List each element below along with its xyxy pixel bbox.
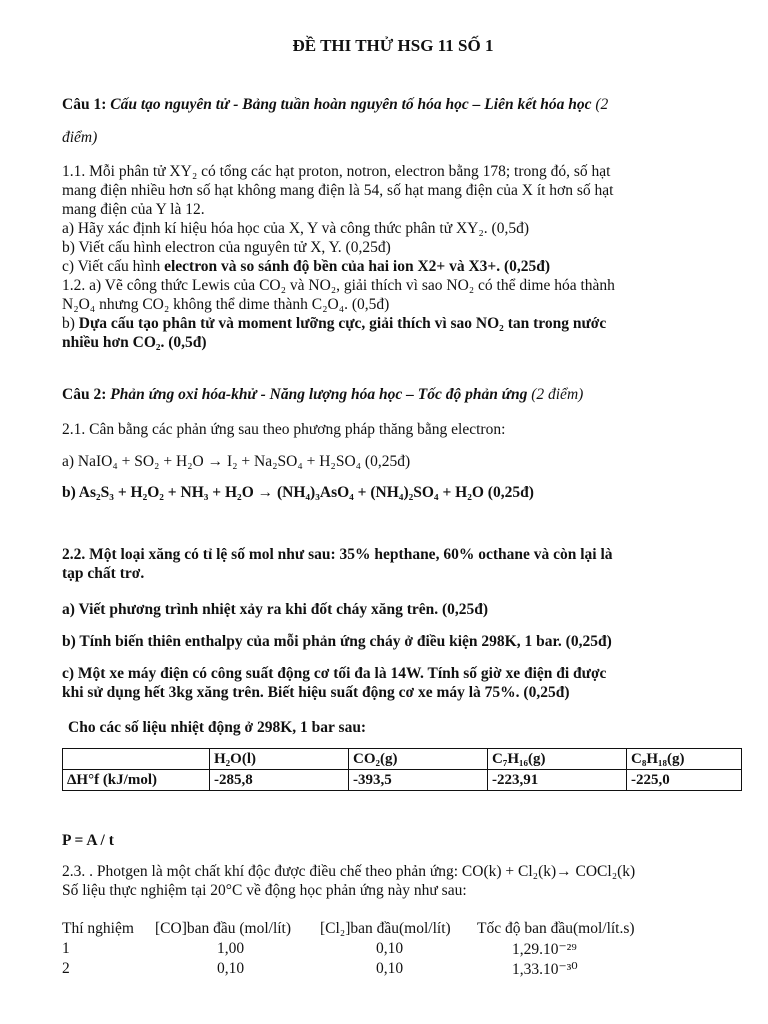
q1-1-line-1: 1.1. Mỗi phân tử XY₂ có tổng các hạt proton, notron, electron bằng 178; trong đó, số hạt xyxy=(62,163,611,180)
q2-3-line-1: 2.3. . Photgen là một chất khí độc được điều chế theo phản ứng: CO(k) + Cl₂(k)→ COCl₂(k) xyxy=(62,863,636,880)
thermo-cell: -393,5 xyxy=(349,770,488,791)
q2-2-line-2: tạp chất trơ. xyxy=(62,565,145,582)
thermo-header-cell: C₇H₁₆(g) xyxy=(488,749,627,770)
thermo-intro: Cho các số liệu nhiệt động ở 298K, 1 bar sau: xyxy=(68,719,367,736)
question-1-points: (2 xyxy=(595,96,609,113)
q2-1-equation-b: b) As₂S₃ + H₂O₂ + NH₃ + H₂O → (NH₄)₃AsO₄ + (NH₄)₂SO₄ + H₂O (0,25đ) xyxy=(62,484,534,501)
thermo-header-cell: H₂O(l) xyxy=(210,749,349,770)
thermo-table-header xyxy=(63,749,742,770)
thermo-table-row xyxy=(63,770,742,791)
power-formula: P = A / t xyxy=(62,832,114,849)
q2-2-intro xyxy=(62,545,712,583)
q1-2-b-text: Dựa cấu tạo phân tử và moment lưỡng cực, giải thích vì sao NO₂ tan trong nước xyxy=(78,315,607,332)
q2-2-part-c-line-1: c) Một xe máy điện có công suất động cơ tối đa là 14W. Tính số giờ xe điện đi được xyxy=(62,665,607,682)
kinetics-cell: 2 xyxy=(62,960,70,977)
kinetics-row xyxy=(62,940,722,960)
q1-1-part-a: a) Hãy xác định kí hiệu hóa học của X, Y và công thức phân tử XY₂. (0,5đ) xyxy=(62,220,529,237)
q1-1-line-3: mang điện của Y là 12. xyxy=(62,201,205,218)
q1-1-part-c xyxy=(62,257,712,276)
q1-1-part-b: b) Viết cấu hình electron của nguyên tử X, Y. (0,25đ) xyxy=(62,239,391,256)
q1-1-part-c-bold: electron và so sánh độ bền của hai ion X2+ và X3+. (0,25đ) xyxy=(164,258,551,275)
q2-1-equation-a: a) NaIO₄ + SO₂ + H₂O → I₂ + Na₂SO₄ + H₂SO₄ (0,25đ) xyxy=(62,453,411,470)
question-1-topic: Cấu tạo nguyên tử - Bảng tuần hoàn nguyên tố hóa học – Liên kết hóa học xyxy=(110,96,592,113)
kinetics-table xyxy=(62,920,722,980)
thermo-cell: -225,0 xyxy=(627,770,742,791)
thermo-header-cell: CO₂(g) xyxy=(349,749,488,770)
thermo-cell: -223,91 xyxy=(488,770,627,791)
question-2-points: (2 điểm) xyxy=(531,386,584,403)
question-2-topic: Phản ứng oxi hóa-khử - Năng lượng hóa học – Tốc độ phản ứng xyxy=(110,386,528,403)
kinetics-header xyxy=(62,920,722,940)
q2-3-line-2: Số liệu thực nghiệm tại 20°C về động học phản ứng này như sau: xyxy=(62,882,467,899)
kinetics-cell: 1 xyxy=(62,940,70,957)
q1-2-b-line-1 xyxy=(62,314,712,333)
thermo-header-cell xyxy=(63,749,210,770)
question-1-points-cont: điểm) xyxy=(62,129,98,146)
question-1-label: Câu 1: xyxy=(62,96,107,113)
question-2-heading xyxy=(62,385,712,404)
q1-2-b-prefix: b) xyxy=(62,315,79,332)
kinetics-cell: 1,29.10⁻²⁹ xyxy=(512,941,577,958)
kinetics-cell: 1,00 xyxy=(217,940,245,957)
question-2-label: Câu 2: xyxy=(62,386,107,403)
kinetics-cell: 1,33.10⁻³⁰ xyxy=(512,961,578,978)
kinetics-header-cell: Thí nghiệm xyxy=(62,920,134,937)
kinetics-cell: 0,10 xyxy=(376,960,404,977)
question-1-body xyxy=(62,162,712,352)
q1-2-b-line-2: nhiều hơn CO₂. (0,5đ) xyxy=(62,334,207,351)
thermo-cell: -285,8 xyxy=(210,770,349,791)
exam-title: ĐỀ THI THỬ HSG 11 SỐ 1 xyxy=(292,36,494,55)
q2-2-part-a: a) Viết phương trình nhiệt xảy ra khi đốt cháy xăng trên. (0,25đ) xyxy=(62,601,489,618)
q2-1-intro: 2.1. Cân bằng các phản ứng sau theo phương pháp thăng bằng electron: xyxy=(62,421,506,438)
thermo-header-cell: C₈H₁₈(g) xyxy=(627,749,742,770)
kinetics-header-cell: [CO]ban đầu (mol/lít) xyxy=(155,920,292,937)
q2-2-part-c-line-2: khi sử dụng hết 3kg xăng trên. Biết hiệu suất động cơ xe máy là 75%. (0,25đ) xyxy=(62,684,570,701)
q1-1-part-c-normal: c) Viết cấu hình xyxy=(62,258,165,275)
question-1-heading xyxy=(62,95,608,114)
q1-1-line-2: mang điện nhiều hơn số hạt không mang điện là 54, số hạt mang điện của X ít hơn số hạt xyxy=(62,182,614,199)
kinetics-row xyxy=(62,960,722,980)
kinetics-cell: 0,10 xyxy=(376,940,404,957)
kinetics-cell: 0,10 xyxy=(217,960,245,977)
kinetics-header-cell: Tốc độ ban đầu(mol/lít.s) xyxy=(477,920,635,937)
thermo-row-label: ΔH°f (kJ/mol) xyxy=(63,770,210,791)
q1-2-a-line-1: 1.2. a) Vẽ công thức Lewis của CO₂ và NO₂, giải thích vì sao NO₂ có thể dime hóa thành xyxy=(62,277,615,294)
q2-3-intro xyxy=(62,862,722,900)
q2-2-part-c xyxy=(62,664,712,702)
q2-2-line-1: 2.2. Một loại xăng có tỉ lệ số mol như sau: 35% hepthane, 60% octhane và còn lại là xyxy=(62,546,613,563)
kinetics-header-cell: [Cl₂]ban đầu(mol/lít) xyxy=(320,920,451,937)
exam-page xyxy=(62,36,712,978)
thermo-table xyxy=(62,748,742,791)
q2-2-part-b: b) Tính biến thiên enthalpy của mỗi phản ứng cháy ở điều kiện 298K, 1 bar. (0,25đ) xyxy=(62,633,612,650)
q1-2-a-line-2: N₂O₄ nhưng CO₂ không thể dime thành C₂O₄. (0,5đ) xyxy=(62,296,390,313)
